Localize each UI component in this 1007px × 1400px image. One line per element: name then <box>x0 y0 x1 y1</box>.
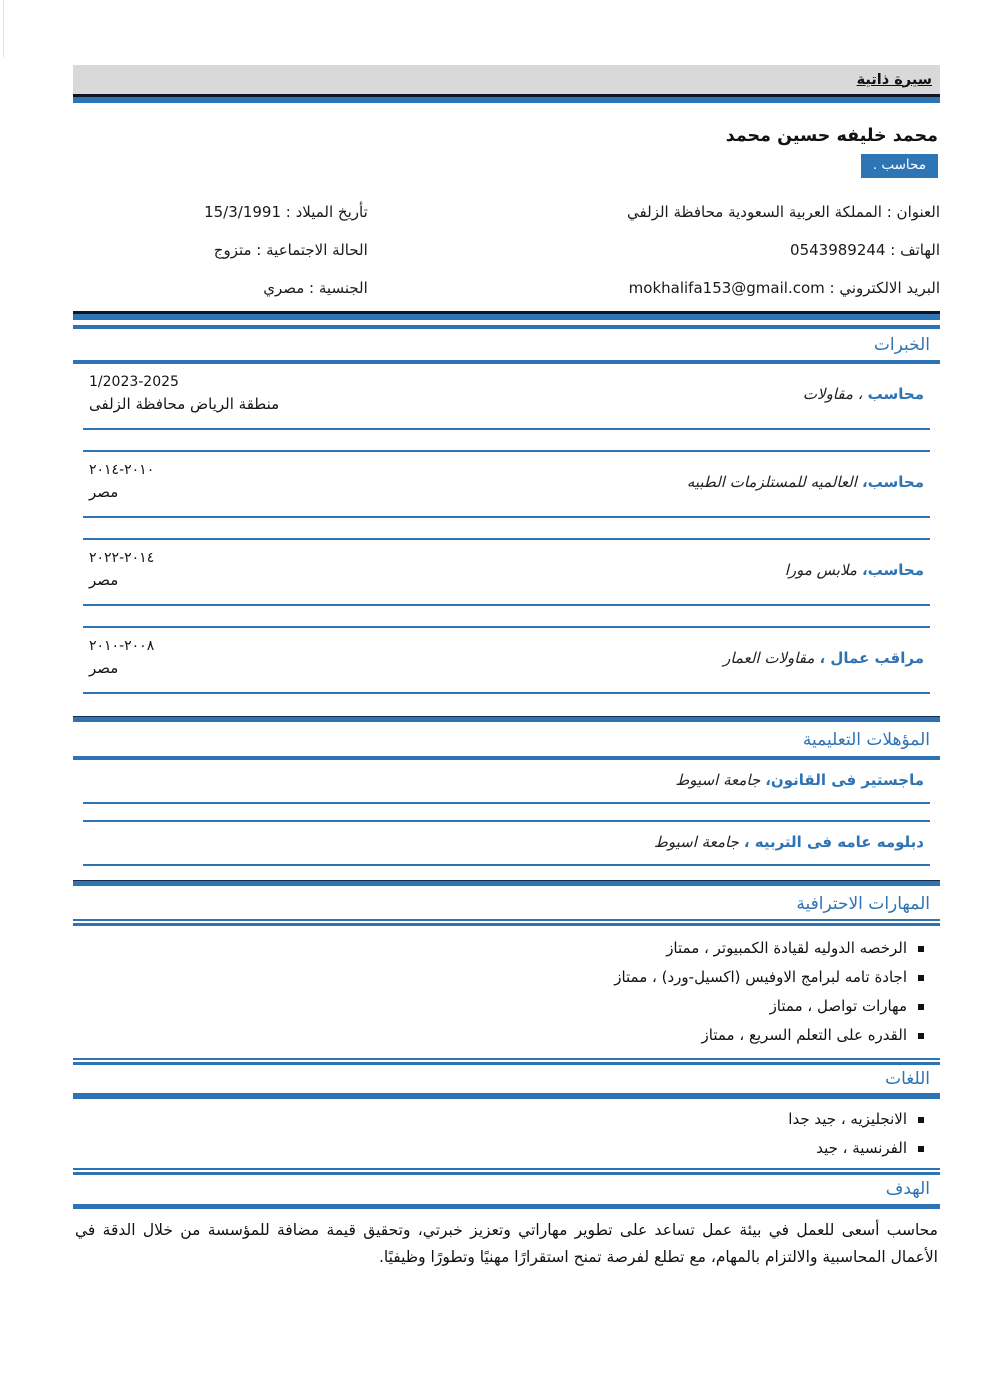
contact-row <box>73 193 940 231</box>
company-name: ملابس مورا <box>784 561 857 579</box>
job-role: محاسب <box>867 385 924 403</box>
contact-email: البريد الالكتروني : mokhalifa153@gmail.com <box>628 279 940 297</box>
section-title-experience: الخبرات <box>73 325 940 364</box>
cv-content <box>73 65 940 1271</box>
experience-entry-meta <box>89 636 440 680</box>
skill-item <box>93 963 924 992</box>
job-location: مصر <box>89 571 119 589</box>
skill-text: اجادة تامه لبرامج الاوفيس (اكسيل-ورد) ، ممتاز <box>614 968 907 986</box>
page-edge-line <box>3 0 4 57</box>
language-text: الفرنسية ، جيد <box>816 1139 907 1157</box>
experience-entry-meta <box>89 460 440 504</box>
company-name: العالميه للمستلزمات الطبيه <box>686 473 857 491</box>
job-role: مراقب عمال ، <box>819 649 924 667</box>
section-title-objective: الهدف <box>885 1179 930 1199</box>
job-role: محاسب، <box>861 561 924 579</box>
experience-entry-title <box>723 649 924 667</box>
objective-paragraph: محاسب أسعى للعمل في بيئة عمل تساعد على تطوير مهاراتي وتعزيز خبرتي، وتحقيق قيمة مضافة للمؤسسة من خلال الدقة في الأعمال المحاسبية والالتزام بالمهام، مع تطلع لفرصة تمنح استقرارًا مهنيًا وتطورًا وظيفيًا. <box>75 1221 938 1266</box>
section-title-languages: اللغات <box>885 1069 930 1089</box>
job-location: مصر <box>89 659 119 677</box>
skill-item <box>93 934 924 963</box>
degree-name: ماجستير فى القانون، <box>765 771 924 789</box>
job-role: محاسب، <box>861 473 924 491</box>
bullet-square-icon <box>918 1033 924 1039</box>
degree-name: دبلومه عامه فى التربيه ، <box>743 833 924 851</box>
contact-phone: الهاتف : 0543989244 <box>790 241 940 259</box>
experience-list <box>83 364 930 694</box>
experience-entry-meta <box>89 372 440 416</box>
skill-item <box>93 1021 924 1050</box>
section-divider-line <box>73 311 940 320</box>
experience-entry-title <box>687 473 924 491</box>
contact-nationality: الجنسية : مصري <box>263 279 368 297</box>
school-name: جامعة اسيوط <box>654 833 739 851</box>
contact-address: العنوان : المملكة العربية السعودية محافظة الزلفي <box>627 203 940 221</box>
contact-row <box>73 269 940 307</box>
contact-marital-status: الحالة الاجتماعية : متزوج <box>213 241 368 259</box>
bullet-square-icon <box>918 1146 924 1152</box>
education-item <box>83 760 930 804</box>
section-title-education: المؤهلات التعليمية <box>802 730 930 750</box>
bullet-square-icon <box>918 975 924 981</box>
experience-entry <box>83 538 930 606</box>
person-name: محمد خليفه حسين محمد <box>725 126 938 146</box>
skill-item <box>93 992 924 1021</box>
language-text: الانجليزيه ، جيد جدا <box>788 1110 907 1128</box>
experience-entry <box>83 364 930 430</box>
title-underline <box>73 1204 940 1209</box>
experience-entry-title <box>785 561 924 579</box>
section-divider-line <box>73 1058 940 1065</box>
language-item <box>93 1105 924 1134</box>
job-title-badge: محاسب . <box>861 154 938 178</box>
job-dates: 1/2023-2025 <box>89 374 179 390</box>
document-title: سيرة ذاتية <box>856 71 932 88</box>
header-bar <box>73 65 940 94</box>
language-item <box>93 1134 924 1163</box>
title-underline-double <box>73 919 940 926</box>
languages-list <box>73 1099 940 1168</box>
education-list <box>83 760 930 866</box>
job-location: منطقة الرياض محافظة الزلفى <box>89 395 280 413</box>
company-name: مقاولات العمار <box>723 649 815 667</box>
skills-list <box>73 926 940 1058</box>
company-name: ، مقاولات <box>802 385 863 403</box>
contact-block <box>73 193 940 307</box>
contact-row <box>73 231 940 269</box>
skill-text: الرخصه الدوليه لقيادة الكمبيوتر ، ممتاز <box>666 939 907 957</box>
top-divider-line <box>73 94 940 103</box>
job-dates: ٢٠١٤-٢٠٢٢ <box>89 550 155 566</box>
experience-entry-meta <box>89 548 440 592</box>
job-dates: ٢٠١٠-٢٠١٤ <box>89 462 155 478</box>
bullet-square-icon <box>918 1004 924 1010</box>
school-name: جامعة اسيوط <box>675 771 761 789</box>
skill-text: مهارات تواصل ، ممتاز <box>769 997 907 1015</box>
experience-entry <box>83 450 930 518</box>
skill-text: القدره على التعلم السريع ، ممتاز <box>701 1026 907 1044</box>
bullet-square-icon <box>918 946 924 952</box>
education-item <box>83 820 930 866</box>
contact-birthdate: تأريخ الميلاد : 15/3/1991 <box>204 203 368 221</box>
job-location: مصر <box>89 483 119 501</box>
job-dates: ٢٠٠٨-٢٠١٠ <box>89 638 155 654</box>
bullet-square-icon <box>918 1117 924 1123</box>
experience-entry <box>83 626 930 694</box>
section-title-skills: المهارات الاحترافية <box>796 894 930 914</box>
experience-entry-title <box>803 385 924 403</box>
section-divider-line <box>73 1168 940 1175</box>
